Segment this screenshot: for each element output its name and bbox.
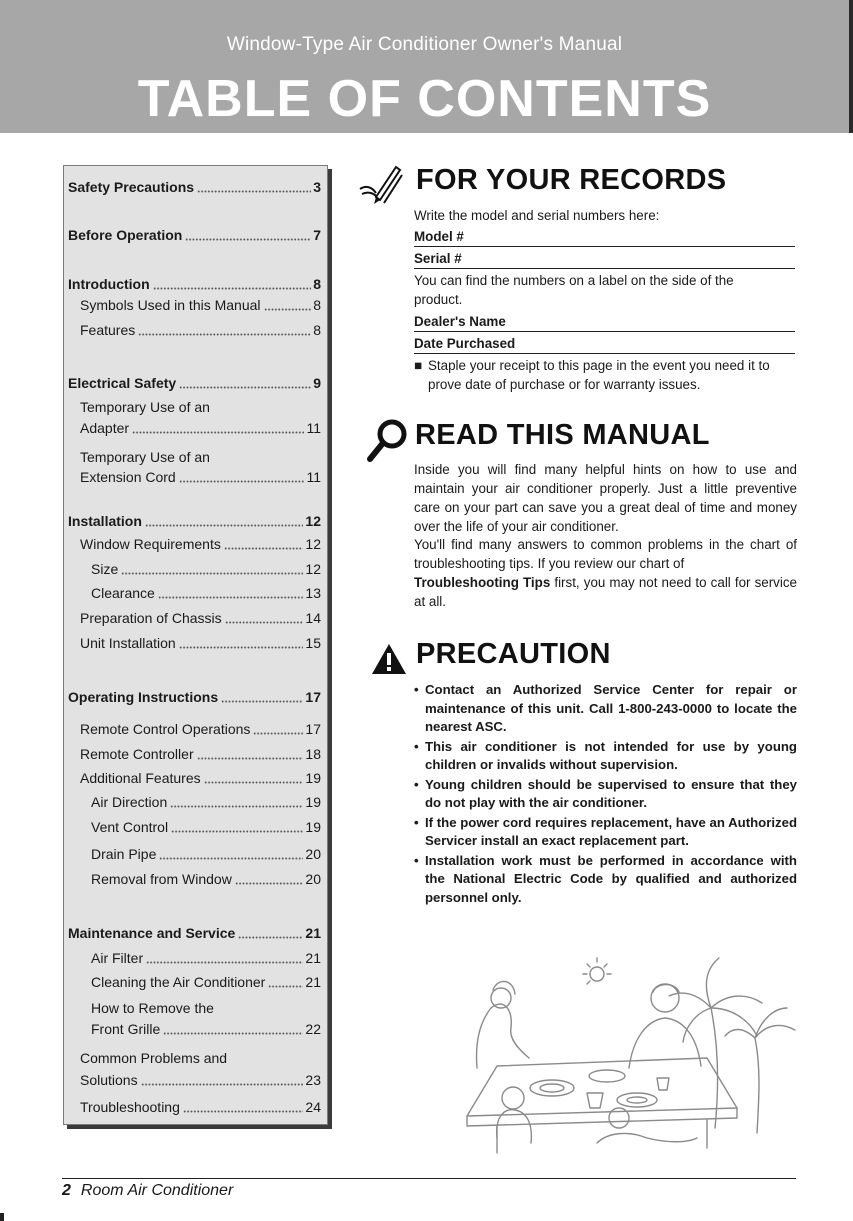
toc-leader-dots (145, 515, 304, 527)
manual-subtitle: Window-Type Air Conditioner Owner's Manual (226, 34, 623, 55)
toc-entry-page: 15 (305, 635, 321, 651)
toc-entry-label: Additional Features (80, 770, 201, 786)
bullet-dot-icon: • (414, 852, 419, 868)
picnic-illustration (457, 938, 800, 1156)
page-title: TABLE OF CONTENTS (137, 70, 712, 128)
footer-label: Room Air Conditioner (80, 1182, 234, 1199)
toc-entry-page: 14 (305, 610, 321, 626)
toc-entry-label: Unit Installation (80, 635, 176, 651)
toc-leader-dots (179, 637, 304, 649)
toc-leader-dots (121, 563, 303, 575)
toc-entry-page: 12 (305, 536, 321, 552)
precaution-item-text: If the power cord requires replacement, have an Authorized Servicer install an exact replacement part. (425, 814, 797, 848)
toc-entry-page: 8 (313, 276, 321, 292)
precaution-item-text: Installation work must be performed in accordance with the National Electric Code by qualified and authorized personnel only. (425, 852, 797, 905)
toc-leader-dots (235, 873, 304, 885)
toc-leader-dots (225, 612, 304, 624)
toc-entry[interactable] (64, 791, 321, 811)
bullet-dot-icon: • (414, 682, 419, 697)
precaution-item (414, 776, 797, 813)
bullet-dot-icon: • (414, 814, 419, 830)
toc-entry[interactable] (64, 868, 321, 888)
records-intro: Write the model and serial numbers here: (414, 208, 660, 223)
toc-entry-label: Removal from Window (91, 871, 232, 887)
toc-entry[interactable] (64, 294, 321, 314)
manual-para-2: You'll find many answers to common problems in the chart of troubleshooting tips. If you review our chart of (414, 537, 797, 571)
toc-entry[interactable] (64, 816, 321, 836)
toc-entry-label: Introduction (68, 276, 150, 292)
toc-leader-dots (171, 821, 303, 833)
toc-entry[interactable] (64, 533, 321, 553)
toc-entry[interactable] (64, 1018, 321, 1038)
toc-entry-page: 23 (305, 1072, 321, 1088)
toc-entry-page: 8 (313, 322, 321, 338)
precaution-item (414, 738, 797, 775)
toc-entry-page: 20 (305, 871, 321, 887)
toc-entry-page: 22 (305, 1021, 321, 1037)
toc-leader-dots (224, 538, 304, 550)
toc-entry[interactable] (64, 922, 321, 942)
toc-entry-label: Drain Pipe (91, 846, 157, 862)
toc-leader-dots (197, 748, 304, 760)
toc-entry[interactable] (64, 997, 321, 1017)
toc-entry-page: 7 (313, 227, 321, 243)
bullet-dot-icon: • (414, 738, 419, 754)
toc-entry-page: 17 (305, 721, 321, 737)
manual-para-3 (414, 573, 797, 611)
toc-entry-page: 17 (305, 689, 321, 705)
toc-entry[interactable] (64, 582, 321, 602)
toc-entry[interactable] (64, 843, 321, 863)
toc-entry-page: 20 (305, 846, 321, 862)
toc-entry-page: 12 (305, 561, 321, 577)
magnifier-icon (366, 417, 410, 463)
toc-leader-dots (197, 181, 311, 193)
precaution-item-text: Young children should be supervised to ensure that they do not play with the air conditioner. (425, 776, 797, 810)
toc-entry-page: 21 (305, 950, 321, 966)
toc-leader-dots (268, 976, 303, 988)
manual-para-3-text: first, you may not need to call for service at all. (414, 575, 797, 609)
precaution-item-text: Contact an Authorized Service Center for repair or maintenance of this unit. Call 1-800-243-0000 to locate the nearest ASC. (425, 682, 797, 734)
toc-leader-dots (185, 229, 311, 241)
toc-entry-label: Size (91, 561, 119, 577)
toc-leader-dots (153, 278, 312, 290)
toc-entry-label: Remote Control Operations (80, 721, 251, 737)
toc-entry-label: Remote Controller (80, 746, 194, 762)
square-bullet-icon: ■ (414, 358, 423, 373)
toc-entry-label: Vent Control (91, 819, 169, 835)
toc-leader-dots (138, 324, 311, 336)
toc-entry-label: Electrical Safety (68, 375, 177, 391)
toc-leader-dots (221, 691, 303, 703)
toc-entry[interactable] (64, 767, 321, 787)
toc-entry-label: Features (80, 322, 136, 338)
date-field: Date Purchased (414, 334, 795, 354)
footer (62, 1182, 233, 1200)
toc-entry-label: Extension Cord (80, 469, 176, 485)
toc-entry-label: Maintenance and Service (68, 925, 236, 941)
toc-entry-page: 18 (305, 746, 321, 762)
toc-entry-label: Temporary Use of an (80, 399, 210, 415)
toc-entry-label: Symbols Used in this Manual (80, 297, 261, 313)
toc-entry-label: Front Grille (91, 1021, 161, 1037)
toc-entry-page: 11 (306, 420, 321, 436)
toc-entry-page: 3 (313, 179, 321, 195)
toc-entry[interactable] (64, 1096, 321, 1116)
footer-rule (62, 1178, 796, 1179)
toc-entry[interactable] (64, 224, 321, 244)
toc-entry-page: 24 (305, 1099, 321, 1115)
toc-entry[interactable] (64, 743, 321, 763)
toc-entry[interactable] (64, 319, 321, 339)
toc-entry-label: Temporary Use of an (80, 449, 210, 465)
toc-leader-dots (204, 772, 304, 784)
serial-field: Serial # (414, 249, 795, 269)
toc-leader-dots (159, 848, 303, 860)
toc-entry-page: 11 (306, 469, 321, 485)
toc-entry-label: Air Filter (91, 950, 144, 966)
toc-entry[interactable] (64, 273, 321, 293)
toc-entry[interactable] (64, 510, 321, 530)
toc-panel (63, 165, 328, 1125)
toc-entry-label: Solutions (80, 1072, 138, 1088)
troubleshooting-tips-label: Troubleshooting Tips (414, 575, 551, 590)
toc-entry-label: How to Remove the (91, 1000, 214, 1016)
toc-entry-page: 9 (313, 375, 321, 391)
toc-entry[interactable] (64, 1047, 321, 1067)
toc-entry[interactable] (64, 417, 321, 437)
toc-entry-label: Clearance (91, 585, 155, 601)
toc-entry[interactable] (64, 971, 321, 991)
toc-entry-label: Installation (68, 513, 142, 529)
toc-entry-label: Common Problems and (80, 1050, 228, 1066)
toc-entry[interactable] (64, 718, 321, 738)
toc-leader-dots (179, 377, 311, 389)
toc-entry-label: Adapter (80, 420, 130, 436)
precaution-title: PRECAUTION (416, 638, 611, 670)
crop-mark (0, 1213, 4, 1221)
toc-entry-page: 21 (305, 974, 321, 990)
precaution-item-text: This air conditioner is not intended for use by young children or invalids without supervision. (425, 738, 797, 772)
warning-icon (370, 642, 408, 676)
toc-entry[interactable] (64, 1069, 321, 1089)
toc-entry-page: 21 (305, 925, 321, 941)
manual-title: READ THIS MANUAL (415, 419, 710, 451)
toc-leader-dots (253, 723, 303, 735)
staple-note (414, 356, 797, 394)
toc-entry[interactable] (64, 446, 321, 466)
toc-entry-page: 19 (305, 770, 321, 786)
toc-leader-dots (170, 796, 303, 808)
toc-entry-page: 8 (313, 297, 321, 313)
precaution-list (414, 681, 797, 908)
toc-entry-label: Safety Precautions (68, 179, 195, 195)
model-field: Model # (414, 227, 795, 247)
staple-text: Staple your receipt to this page in the event you need it to prove date of purchase or for warranty issues. (428, 358, 770, 392)
toc-leader-dots (163, 1023, 303, 1035)
dealer-field: Dealer's Name (414, 312, 795, 332)
records-find-text: You can find the numbers on a label on the side of the product. (414, 273, 734, 307)
toc-leader-dots (141, 1074, 304, 1086)
toc-entry-page: 12 (305, 513, 321, 529)
toc-leader-dots (146, 952, 303, 964)
pen-icon (356, 163, 410, 211)
toc-entry[interactable] (64, 372, 321, 392)
toc-entry-page: 19 (305, 819, 321, 835)
manual-para-1: Inside you will find many helpful hints on how to use and maintain your air conditioner properly. Just a little preventive care on your part can save you a great deal of time and money over the life of your air conditioner. (414, 462, 797, 534)
precaution-item (414, 814, 797, 851)
toc-entry[interactable] (64, 607, 321, 627)
toc-entry-label: Air Direction (91, 794, 168, 810)
records-title: FOR YOUR RECORDS (416, 164, 727, 196)
toc-leader-dots (132, 422, 304, 434)
toc-entry[interactable] (64, 176, 321, 196)
toc-entry[interactable] (64, 396, 321, 416)
toc-entry[interactable] (64, 686, 321, 706)
toc-leader-dots (158, 587, 304, 599)
toc-entry-page: 19 (305, 794, 321, 810)
toc-leader-dots (238, 927, 303, 939)
header-band (0, 0, 853, 133)
toc-leader-dots (179, 471, 305, 483)
toc-entry-label: Operating Instructions (68, 689, 219, 705)
page-number: 2 (62, 1182, 71, 1199)
toc-leader-dots (183, 1101, 304, 1113)
precaution-item (414, 681, 797, 737)
toc-entry[interactable] (64, 632, 321, 652)
toc-entry-page: 13 (305, 585, 321, 601)
toc-entry[interactable] (64, 947, 321, 967)
toc-entry-label: Window Requirements (80, 536, 221, 552)
precaution-item (414, 852, 797, 908)
bullet-dot-icon: • (414, 776, 419, 792)
toc-entry[interactable] (64, 558, 321, 578)
toc-entry-label: Preparation of Chassis (80, 610, 222, 626)
toc-entry-label: Cleaning the Air Conditioner (91, 974, 266, 990)
toc-leader-dots (264, 299, 312, 311)
toc-entry-label: Troubleshooting (80, 1099, 180, 1115)
toc-entry[interactable] (64, 466, 321, 486)
toc-entry-label: Before Operation (68, 227, 183, 243)
